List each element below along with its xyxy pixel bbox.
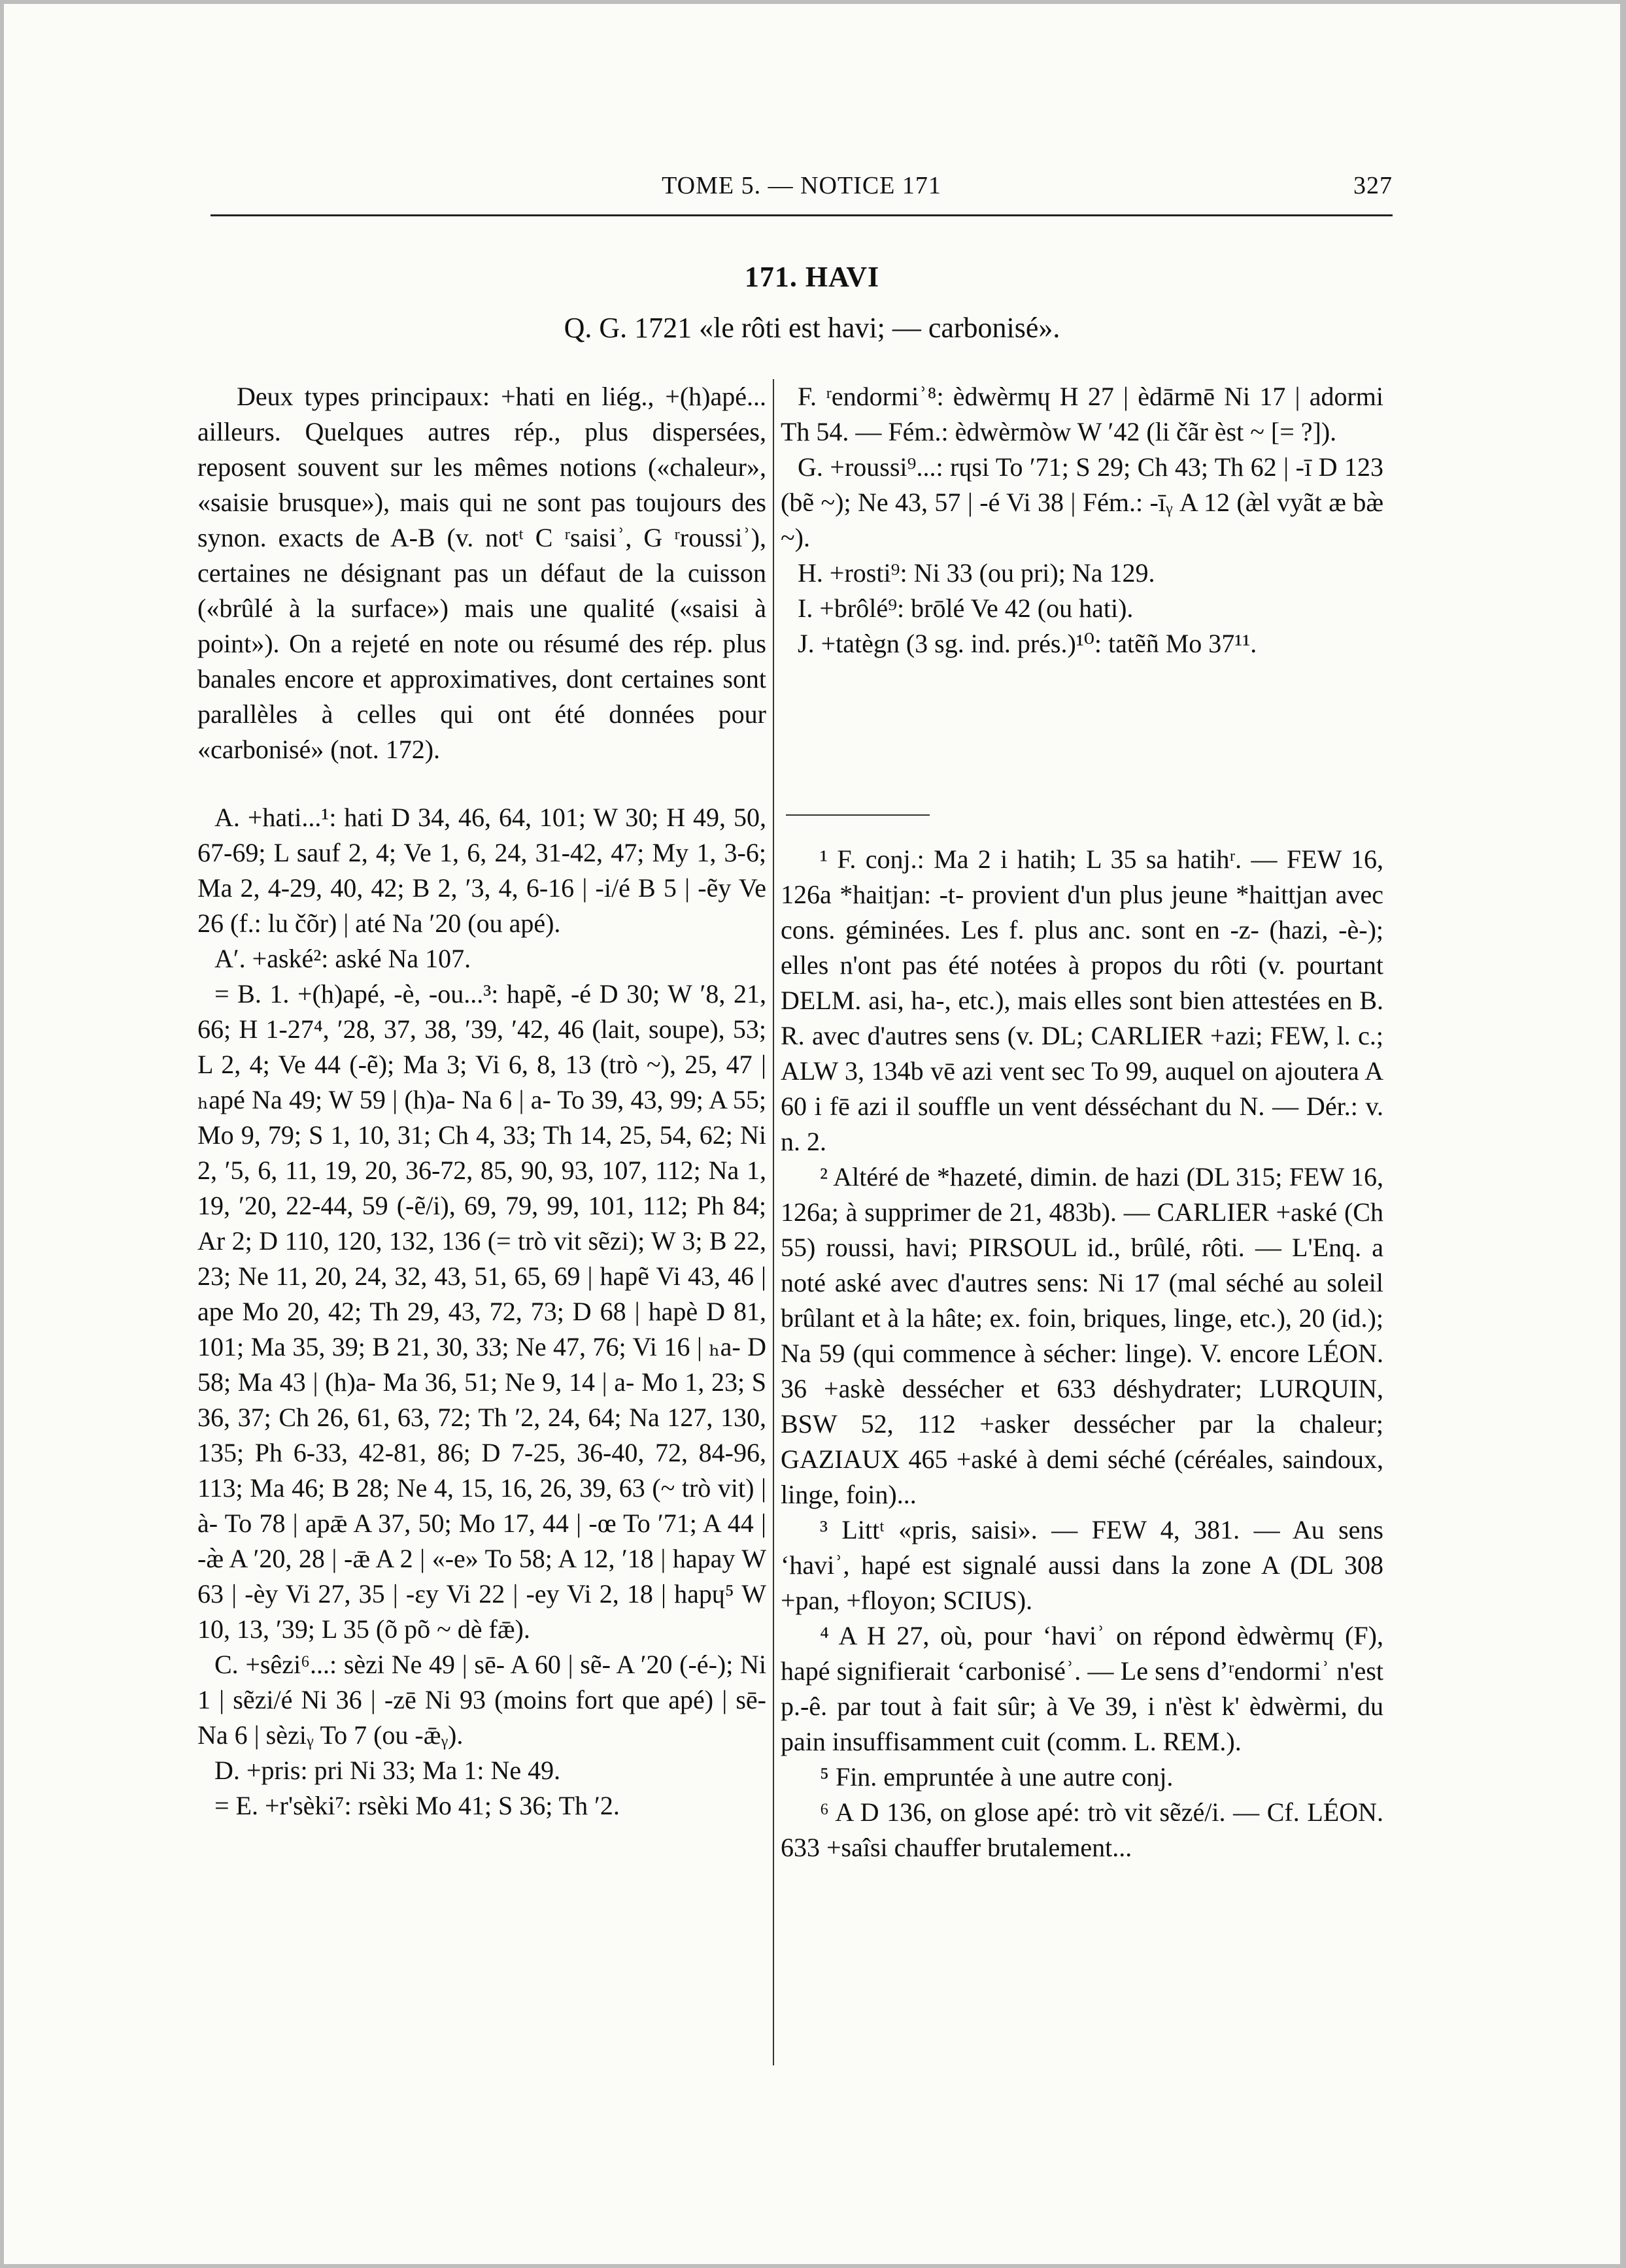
footnote-rule (786, 814, 930, 816)
notice-title: 171. HAVI (744, 261, 880, 293)
document-page (4, 4, 1620, 2264)
footnote-2: ² Altéré de *hazeté, dimin. de hazi (DL 315; FEW 16, 126a; à supprimer de 21, 483b). — CARLIER +aské (Ch 55) roussi, havi; PIRSOUL id., brûlé, rôti. — L'Enq. a noté aské avec d'autres sens: Ni 17 (mal séché au soleil brûlant et à la hâte; ex. foin, briques, linge, etc.), 20 (id.); Na 59 (qui commence à sécher: linge). V. encore LÉON. 36 +askè dessécher et 633 déshydrater; LURQUIN, BSW 52, 112 +asker dessécher par la chaleur; GAZIAUX 465 +aské à demi séché (céréales, saindoux, linge, foin)... (781, 1162, 1383, 1509)
entry-a-prime: A′. +aské²: aské Na 107. (214, 944, 471, 973)
entry-f: F. ʳendormiʾ⁸: èdwèrmɥ H 27 | èdārmē Ni 17 | adormi Th 54. — Fém.: èdwèrmòw W ′42 (li čãr èst ~ [= ?]). (781, 382, 1383, 446)
entry-h: H. +rosti⁹: Ni 33 (ou pri); Na 129. (798, 558, 1155, 588)
footnote-5: ⁵ Fin. empruntée à une autre conj. (820, 1762, 1174, 1792)
entry-g: G. +roussi⁹...: rɥsi To ′71; S 29; Ch 43; Th 62 | -ī D 123 (bẽ ~); Ne 43, 57 | -é Vi 38 | Fém.: -īᵧ A 12 (æ̀l vyãt æ bæ̀ ~). (781, 452, 1383, 552)
left-column (197, 379, 766, 1824)
footnote-3: ³ Littᵗ «pris, saisi». — FEW 4, 381. — Au sens ʻhaviʾ, hapé est signalé aussi dans la zone A (DL 308 +pan, +floyon; SCIUS). (781, 1515, 1383, 1615)
running-title: TOME 5. — NOTICE 171 (662, 172, 941, 199)
entry-i: I. +brôlé⁹: brōlé Ve 42 (ou hati). (798, 593, 1134, 623)
footnote-1: ¹ F. conj.: Ma 2 i hatih; L 35 sa hatihʳ. — FEW 16, 126a *haitjan: -t- provient d'un plus jeune *haittjan avec cons. géminées. Les f. plus anc. sont en -z- (hazi, -è-); elles n'ont pas été notées à propos du rôti (v. pourtant DELM. asi, ha-, etc.), mais elles sont bien attestées en B. R. avec d'autres sens (v. DL; CARLIER +azi; FEW, l. c.; ALW 3, 134b vē azi vent sec To 99, auquel on ajoutera A 60 i fē azi il souffle un vent désséchant du N. — Dér.: v. n. 2. (781, 844, 1383, 1156)
header-rule (211, 214, 1393, 216)
entry-a: A. +hati...¹: hati D 34, 46, 64, 101; W 30; H 49, 50, 67-69; L sauf 2, 4; Ve 1, 6, 24, 31-42, 47; My 1, 3-6; Ma 2, 4-29, 40, 42; B 2, ′3, 4, 6-16 | -i/é B 5 | -ẽy Ve 26 (f.: lu čõr) | até Na ′20 (ou apé). (197, 803, 766, 938)
footnotes (781, 842, 1383, 1865)
intro-paragraph: Deux types principaux: +hati en liég., +(h)apé... ailleurs. Quelques autres rép., plus dispersées, reposent souvent sur les mêmes notions («chaleur», «saisie brusque»), mais qui ne sont pas toujours des synon. exacts de A-B (v. notᵗ C ʳsaisiʾ, G ʳroussiʾ), certaines ne désignant pas un défaut de la cuisson («brûlé à la surface») mais une qualité («saisi à point»). On a rejeté en note ou résumé des rép. plus banales encore et approximatives, dont certaines sont parallèles à celles qui ont été données pour «carbonisé» (not. 172). (197, 382, 766, 764)
running-header (211, 171, 1393, 208)
entry-e: = E. +r'sèki⁷: rsèki Mo 41; S 36; Th ′2. (214, 1791, 620, 1820)
entry-c: C. +sêzi⁶...: sèzi Ne 49 | sē- A 60 | sẽ- A ′20 (-é-); Ni 1 | sẽzi/é Ni 36 | -zē Ni 93 (moins fort que apé) | sē- Na 6 | sèziᵧ To 7 (ou -ǣᵧ). (197, 1650, 766, 1750)
entry-j: J. +tatègn (3 sg. ind. prés.)¹⁰: tatẽñ Mo 37¹¹. (798, 629, 1257, 658)
notice-subtitle: Q. G. 1721 «le rôti est havi; — carbonisé». (564, 312, 1060, 344)
footnote-6: ⁶ A D 136, on glose apé: trò vit sẽzé/i. — Cf. LÉON. 633 +saîsi chauffer brutalement... (781, 1797, 1383, 1862)
footnote-4: ⁴ A H 27, où, pour ʻhaviʾ on répond èdwèrmɥ (F), hapé signifierait ʻcarboniséʾ. — Le sens dʼʳendormiʾ n'est p.-ê. par tout à fait sûr; à Ve 39, i n'èst k' èdwèrmi, du pain insuffisamment cuit (comm. L. REM.). (781, 1621, 1383, 1756)
right-column (781, 379, 1383, 661)
page-number: 327 (1353, 172, 1393, 199)
column-divider (773, 379, 774, 2065)
entry-b: = B. 1. +(h)apé, -è, -ou...³: hapẽ, -é D 30; W ′8, 21, 66; H 1-27⁴, ′28, 37, 38, ′39, ′42, 46 (lait, soupe), 53; L 2, 4; Ve 44 (-ẽ); Ma 3; Vi 6, 8, 13 (trò ~), 25, 47 | ₕapé Na 49; W 59 | (h)a- Na 6 | a- To 39, 43, 99; A 55; Mo 9, 79; S 1, 10, 31; Ch 4, 33; Th 14, 25, 54, 62; Ni 2, ′5, 6, 11, 19, 20, 36-72, 85, 90, 93, 107, 112; Na 1, 19, ′20, 22-44, 59 (-ẽ/i), 69, 79, 99, 101, 112; Ph 84; Ar 2; D 110, 120, 132, 136 (= trò vit sẽzi); W 3; B 22, 23; Ne 11, 20, 24, 32, 43, 51, 65, 69 | hapẽ Vi 43, 46 | ape Mo 20, 42; Th 29, 43, 72, 73; D 68 | hapè D 81, 101; Ma 35, 39; B 21, 30, 33; Ne 47, 76; Vi 16 | ₕa- D 58; Ma 43 | (h)a- Ma 36, 51; Ne 9, 14 | a- Mo 1, 23; S 36, 37; Ch 26, 61, 63, 72; Th ′2, 24, 64; Na 127, 130, 135; Ph 6-33, 42-81, 86; D 7-25, 36-40, 72, 84-96, 113; Ma 46; B 28; Ne 4, 15, 16, 26, 39, 63 (~ trò vit) | à- To 78 | apǣ A 37, 50; Mo 17, 44 | -œ To ′71; A 44 | -æ̀ A ′20, 28 | -ǣ A 2 | «-e» To 58; A 12, ′18 | hapay W 63 | -èy Vi 27, 35 | -ɛy Vi 22 | -ey Vi 2, 18 | hapɥ⁵ W 10, 13, ′39; L 35 (õ põ ~ dè fǣ). (197, 979, 766, 1644)
entry-d: D. +pris: pri Ni 33; Ma 1: Ne 49. (214, 1756, 561, 1785)
